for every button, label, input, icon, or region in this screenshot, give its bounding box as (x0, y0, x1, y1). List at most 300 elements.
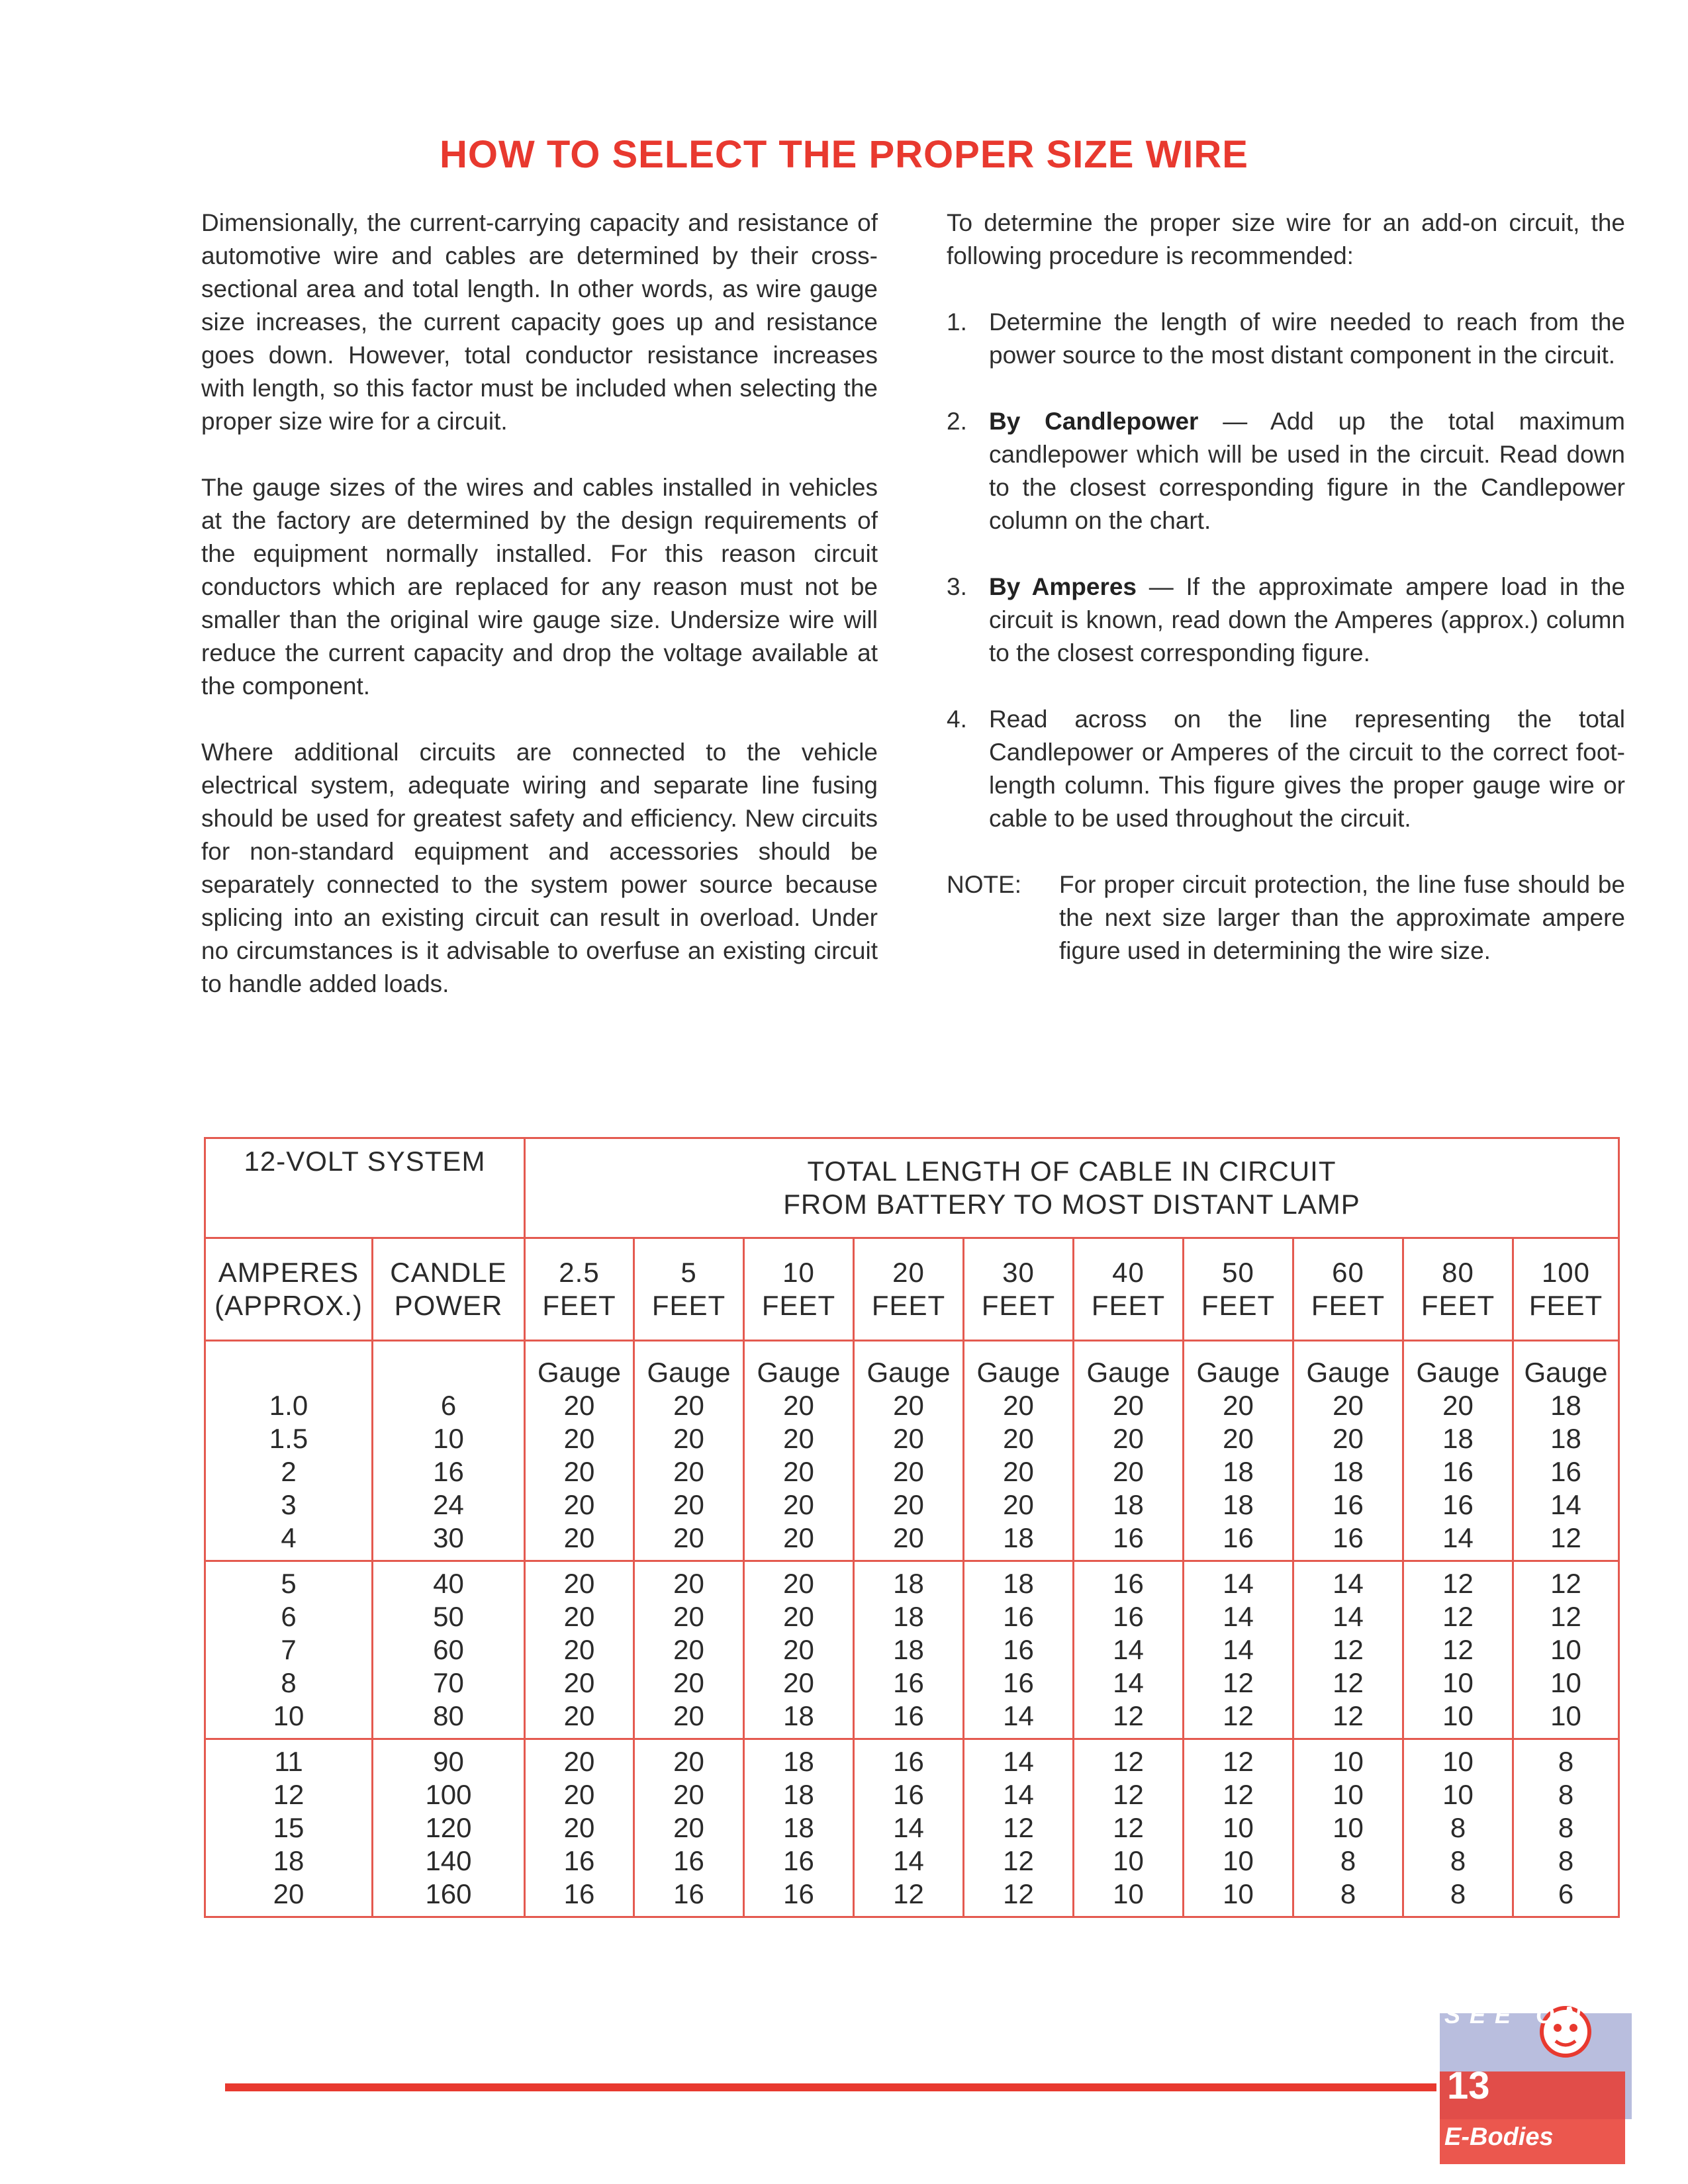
table-cell-value: 20 (563, 1390, 595, 1421)
table-cell-value: 16 (1223, 1522, 1254, 1553)
gauge-cell (1293, 1561, 1403, 1739)
length-title-line: TOTAL LENGTH OF CABLE IN CIRCUIT (807, 1156, 1336, 1187)
table-cell-value: 20 (1223, 1423, 1254, 1454)
header-line: FEET (761, 1290, 836, 1321)
header-line: CANDLE (390, 1257, 507, 1288)
table-cell-value: 8 (1450, 1812, 1466, 1843)
table-cell-value: 20 (783, 1601, 814, 1632)
step-body: Determine the length of wire needed to reach from the power source to the most distant component in the circuit. (989, 308, 1625, 369)
table-cell-value: 16 (1113, 1568, 1144, 1599)
amperes-cell (205, 1561, 373, 1739)
table-cell-value: 40 (433, 1568, 464, 1599)
gauge-cell (744, 1561, 854, 1739)
table-cell-value: 10 (273, 1700, 305, 1731)
gauge-cell (1293, 1739, 1403, 1917)
header-line: POWER (394, 1290, 503, 1321)
table-cell-value: 20 (673, 1423, 704, 1454)
table-cell-value: 10 (1333, 1779, 1364, 1810)
table-cell-value: 16 (893, 1700, 924, 1731)
table-cell-value: 16 (1442, 1456, 1474, 1487)
wire-gauge-table (204, 1137, 1620, 1918)
table-cell-value: 8 (1558, 1746, 1574, 1777)
gauge-cell (854, 1561, 964, 1739)
table-cell-value: 18 (893, 1634, 924, 1665)
gauge-cell (1403, 1561, 1513, 1739)
table-cell-value: 12 (1442, 1634, 1474, 1665)
length-header (1293, 1238, 1403, 1341)
gauge-cell (1513, 1341, 1619, 1561)
table-cell-value: 14 (1003, 1700, 1034, 1731)
procedure-intro: To determine the proper size wire for an add-on circuit, the following procedure is recommended: (947, 209, 1625, 269)
table-cell-value: 12 (1113, 1812, 1144, 1843)
step-number: 1. (947, 308, 967, 336)
gauge-cell (1513, 1561, 1619, 1739)
gauge-cell (525, 1739, 634, 1917)
length-header (1074, 1238, 1184, 1341)
gauge-cell (1074, 1341, 1184, 1561)
table-cell-value: 4 (281, 1522, 297, 1553)
gauge-cell (1293, 1341, 1403, 1561)
candlepower-header (373, 1238, 525, 1341)
gauge-label: Gauge (867, 1357, 951, 1388)
table-cell-value: 14 (1223, 1601, 1254, 1632)
table-cell-value: 20 (1003, 1489, 1034, 1520)
table-cell-value: 20 (673, 1568, 704, 1599)
table-cell-value: 20 (1333, 1423, 1364, 1454)
table-cell-value: 6 (440, 1390, 457, 1421)
table-cell-value: 30 (433, 1522, 464, 1553)
spacer (373, 1356, 524, 1389)
header-line: 40 (1112, 1257, 1145, 1288)
table-cell-value: 20 (893, 1390, 924, 1421)
table-row-group (205, 1739, 1619, 1917)
gauge-cell (1403, 1739, 1513, 1917)
length-title-line: FROM BATTERY TO MOST DISTANT LAMP (783, 1189, 1360, 1220)
step-number: 3. (947, 573, 967, 600)
table-cell-value: 20 (783, 1634, 814, 1665)
table-cell-value: 20 (563, 1746, 595, 1777)
table-cell-value: 20 (673, 1522, 704, 1553)
amperes-cell (205, 1739, 373, 1917)
table-cell-value: 12 (1223, 1700, 1254, 1731)
table-cell-value: 12 (1550, 1601, 1581, 1632)
table-cell-value: 18 (783, 1779, 814, 1810)
table-cell-value: 10 (1442, 1700, 1474, 1731)
step-number: 2. (947, 408, 967, 435)
table-cell-value: 16 (783, 1845, 814, 1876)
table-cell-value: 10 (1442, 1667, 1474, 1698)
header-line: AMPERES (218, 1257, 359, 1288)
table-cell-value: 12 (1223, 1746, 1254, 1777)
table-cell-value: 3 (281, 1489, 297, 1520)
step-text (989, 570, 1625, 670)
table-cell-value: 18 (1223, 1489, 1254, 1520)
table-cell-value: 15 (273, 1812, 305, 1843)
header-line: 5 (680, 1257, 697, 1288)
table-cell-value: 14 (1003, 1779, 1034, 1810)
length-title (525, 1138, 1619, 1238)
table-cell-value: 16 (1333, 1489, 1364, 1520)
header-line: 100 (1541, 1257, 1591, 1288)
table-cell-value: 14 (893, 1845, 924, 1876)
length-header (1403, 1238, 1513, 1341)
table-cell-value: 8 (1450, 1845, 1466, 1876)
table-cell-value: 18 (1333, 1456, 1364, 1487)
table-cell-value: 20 (783, 1667, 814, 1698)
table-cell-value: 14 (1113, 1634, 1144, 1665)
gauge-label: Gauge (537, 1357, 622, 1388)
table-cell-value: 12 (1223, 1667, 1254, 1698)
table-cell-value: 20 (673, 1390, 704, 1421)
table-cell-value: 20 (563, 1568, 595, 1599)
step-text (989, 703, 1625, 835)
note-text: For proper circuit protection, the line fuse should be the next size larger than the approximate ampere figure used in determining the wire size. (1059, 871, 1625, 964)
procedure-step (947, 570, 1625, 670)
table-cell-value: 8 (1558, 1779, 1574, 1810)
table-cell-value: 160 (425, 1878, 472, 1909)
table-cell-value: 1.0 (269, 1390, 308, 1421)
length-header (744, 1238, 854, 1341)
gauge-cell (854, 1739, 964, 1917)
table-cell-value: 20 (563, 1601, 595, 1632)
table-cell-value: 10 (1113, 1878, 1144, 1909)
table-cell-value: 10 (1333, 1746, 1364, 1777)
page-number: 13 (1447, 2064, 1490, 2107)
table-cell-value: 14 (1113, 1667, 1144, 1698)
table-cell-value: 1.5 (269, 1423, 308, 1454)
table-cell-value: 20 (673, 1779, 704, 1810)
table-cell-value: 18 (273, 1845, 305, 1876)
table-cell-value: 20 (893, 1522, 924, 1553)
amperes-header (205, 1238, 373, 1341)
table-cell-value: 18 (1003, 1522, 1034, 1553)
header-line: 2.5 (559, 1257, 600, 1288)
note (947, 868, 1625, 968)
procedure-steps (947, 306, 1625, 835)
left-column (201, 206, 878, 1034)
gauge-cell (1074, 1561, 1184, 1739)
gauge-cell (964, 1561, 1074, 1739)
table-cell-value: 16 (563, 1845, 595, 1876)
procedure-step (947, 306, 1625, 372)
table-cell-value: 20 (673, 1601, 704, 1632)
table-cell-value: 50 (433, 1601, 464, 1632)
table-cell-value: 12 (893, 1878, 924, 1909)
table-cell-value: 20 (563, 1812, 595, 1843)
table-cell-value: 18 (1113, 1489, 1144, 1520)
table-cell-value: 20 (673, 1746, 704, 1777)
table-cell-value: 12 (1003, 1845, 1034, 1876)
table-cell-value: 14 (1003, 1746, 1034, 1777)
gauge-label: Gauge (757, 1357, 841, 1388)
table-cell-value: 20 (673, 1812, 704, 1843)
length-header (634, 1238, 744, 1341)
gauge-cell (634, 1341, 744, 1561)
table-cell-value: 16 (1550, 1456, 1581, 1487)
step-text (989, 306, 1625, 372)
candlepower-cell (373, 1561, 525, 1739)
table-cell-value: 8 (281, 1667, 297, 1698)
table-cell-value: 12 (1333, 1700, 1364, 1731)
table-cell-value: 20 (783, 1489, 814, 1520)
gauge-cell (744, 1341, 854, 1561)
table-cell-value: 18 (783, 1746, 814, 1777)
procedure-step (947, 703, 1625, 835)
table-cell-value: 10 (1223, 1812, 1254, 1843)
table-cell-value: 8 (1340, 1878, 1356, 1909)
gauge-cell (1184, 1341, 1293, 1561)
table-cell-value: 10 (1442, 1779, 1474, 1810)
table-cell-value: 60 (433, 1634, 464, 1665)
spacer (206, 1356, 371, 1389)
header-line: FEET (1528, 1290, 1603, 1321)
table-cell-value: 20 (1442, 1390, 1474, 1421)
table-cell-value: 90 (433, 1746, 464, 1777)
header-line: 30 (1002, 1257, 1035, 1288)
table-cell-value: 12 (1550, 1522, 1581, 1553)
table-cell-value: 14 (1333, 1568, 1364, 1599)
step-body: — If the approximate ampere load in the circuit is known, read down the Amperes (approx.) column to the closest corresponding figure. (989, 573, 1625, 666)
gauge-label: Gauge (1416, 1357, 1500, 1388)
gauge-cell (1403, 1341, 1513, 1561)
table-cell-value: 80 (433, 1700, 464, 1731)
table-cell-value: 10 (1550, 1667, 1581, 1698)
table-cell-value: 8 (1450, 1878, 1466, 1909)
gauge-label: Gauge (1196, 1357, 1280, 1388)
header-line: FEET (1311, 1290, 1385, 1321)
table-cell-value: 14 (1223, 1634, 1254, 1665)
table-cell-value: 20 (1003, 1456, 1034, 1487)
table-cell-value: 18 (1223, 1456, 1254, 1487)
table-cell-value: 14 (1223, 1568, 1254, 1599)
gauge-cell (964, 1739, 1074, 1917)
table-cell-value: 10 (1550, 1634, 1581, 1665)
table-cell-value: 12 (1333, 1667, 1364, 1698)
gauge-cell (964, 1341, 1074, 1561)
table-cell-value: 12 (1003, 1878, 1034, 1909)
table-cell-value: 10 (1223, 1845, 1254, 1876)
table-cell-value: 20 (783, 1568, 814, 1599)
table-cell-value: 16 (1333, 1522, 1364, 1553)
table-cell-value: 20 (1113, 1456, 1144, 1487)
table-cell-value: 20 (893, 1456, 924, 1487)
step-body: Read across on the line representing the total Candlepower or Amperes of the circuit to the correct foot-length column. This figure gives the proper gauge wire or cable to be used throughout the circuit. (989, 705, 1625, 832)
page-title: HOW TO SELECT THE PROPER SIZE WIRE (439, 133, 1248, 176)
footer-rule (225, 2083, 1436, 2091)
gauge-label: Gauge (976, 1357, 1060, 1388)
step-bold: By Candlepower (989, 408, 1199, 435)
table-cell-value: 12 (1442, 1601, 1474, 1632)
table-cell-value: 20 (673, 1456, 704, 1487)
gauge-cell (744, 1739, 854, 1917)
table-cell-value: 20 (1333, 1390, 1364, 1421)
table-cell-value: 14 (1333, 1601, 1364, 1632)
table-cell-value: 18 (1550, 1423, 1581, 1454)
table-cell-value: 20 (783, 1522, 814, 1553)
gauge-label: Gauge (1524, 1357, 1608, 1388)
table-cell-value: 16 (893, 1667, 924, 1698)
table-cell-value: 20 (783, 1390, 814, 1421)
table-cell-value: 12 (1003, 1812, 1034, 1843)
header-line: 10 (782, 1257, 815, 1288)
table-cell-value: 6 (281, 1601, 297, 1632)
header-line: FEET (651, 1290, 726, 1321)
length-header (525, 1238, 634, 1341)
table-cell-value: 12 (1113, 1700, 1144, 1731)
right-column (947, 206, 1625, 968)
table-cell-value: 16 (783, 1878, 814, 1909)
table-cell-value: 8 (1558, 1845, 1574, 1876)
table-cell-value: 20 (273, 1878, 305, 1909)
table-cell-value: 12 (1333, 1634, 1364, 1665)
gauge-cell (1184, 1561, 1293, 1739)
table-cell-value: 18 (783, 1812, 814, 1843)
gauge-cell (1184, 1739, 1293, 1917)
header-line: 20 (892, 1257, 925, 1288)
header-line: FEET (542, 1290, 616, 1321)
table-cell-value: 16 (1113, 1601, 1144, 1632)
paragraph: Dimensionally, the current-carrying capacity and resistance of automotive wire and cables are determined by their cross-sectional area and total length. In other words, as wire gauge size increases, the current capacity goes up and resistance goes down. However, total conductor resistance increases with length, so this factor must be included when selecting the proper size wire for a circuit. (201, 209, 878, 435)
table-cell-value: 20 (893, 1423, 924, 1454)
length-header (1513, 1238, 1619, 1341)
table-cell-value: 10 (1113, 1845, 1144, 1876)
table-cell-value: 24 (433, 1489, 464, 1520)
table-cell-value: 16 (893, 1779, 924, 1810)
watermark-bottom-text: E-Bodies (1444, 2123, 1554, 2151)
table-cell-value: 10 (1333, 1812, 1364, 1843)
step-number: 4. (947, 705, 967, 733)
header-line: FEET (1201, 1290, 1276, 1321)
table-cell-value: 16 (673, 1878, 704, 1909)
table-cell-value: 16 (1442, 1489, 1474, 1520)
table-cell-value: 14 (893, 1812, 924, 1843)
table-cell-value: 140 (425, 1845, 472, 1876)
candlepower-cell (373, 1341, 525, 1561)
table-cell-value: 14 (1550, 1489, 1581, 1520)
table-cell-value: 20 (1003, 1423, 1034, 1454)
table-cell-value: 20 (673, 1634, 704, 1665)
length-header (1184, 1238, 1293, 1341)
gauge-cell (525, 1341, 634, 1561)
table-cell-value: 18 (1550, 1390, 1581, 1421)
header-line: 60 (1332, 1257, 1364, 1288)
table-cell-value: 12 (1550, 1568, 1581, 1599)
table-cell-value: 20 (1003, 1390, 1034, 1421)
table-cell-value: 16 (563, 1878, 595, 1909)
amperes-cell (205, 1341, 373, 1561)
table-cell-value: 12 (273, 1779, 305, 1810)
header-line: 50 (1222, 1257, 1254, 1288)
header-line: FEET (981, 1290, 1056, 1321)
table-cell-value: 18 (893, 1568, 924, 1599)
table-cell-value: 20 (783, 1456, 814, 1487)
gauge-label: Gauge (647, 1357, 731, 1388)
step-body: — Add up the total maximum candlepower which will be used in the circuit. Read down to the closest corresponding figure in the Candlepower column on the chart. (989, 408, 1625, 534)
table-cell-value: 20 (1113, 1423, 1144, 1454)
table-cell-value: 10 (1550, 1700, 1581, 1731)
gauge-cell (1513, 1739, 1619, 1917)
table-row-group (205, 1561, 1619, 1739)
table-cell-value: 14 (1442, 1522, 1474, 1553)
table-cell-value: 20 (563, 1456, 595, 1487)
table-cell-value: 10 (1223, 1878, 1254, 1909)
table-row-group (205, 1341, 1619, 1561)
table-cell-value: 16 (673, 1845, 704, 1876)
header-line: FEET (1421, 1290, 1495, 1321)
table-cell-value: 6 (1558, 1878, 1574, 1909)
table-cell-value: 20 (563, 1423, 595, 1454)
gauge-cell (525, 1561, 634, 1739)
candlepower-cell (373, 1739, 525, 1917)
gauge-cell (854, 1341, 964, 1561)
table-cell-value: 20 (563, 1779, 595, 1810)
table-cell-value: 18 (1442, 1423, 1474, 1454)
header-line: (APPROX.) (214, 1290, 363, 1321)
table-cell-value: 20 (893, 1489, 924, 1520)
gauge-label: Gauge (1086, 1357, 1170, 1388)
gauge-cell (1074, 1739, 1184, 1917)
table-cell-value: 18 (893, 1601, 924, 1632)
table-cell-value: 12 (1113, 1779, 1144, 1810)
table-cell-value: 11 (274, 1746, 303, 1777)
table-cell-value: 20 (1223, 1390, 1254, 1421)
header-line: FEET (1091, 1290, 1166, 1321)
table-cell-value: 20 (673, 1489, 704, 1520)
gauge-cell (634, 1739, 744, 1917)
system-label: 12-VOLT SYSTEM (205, 1138, 525, 1238)
table-cell-value: 16 (893, 1746, 924, 1777)
note-label: NOTE: (947, 871, 1022, 898)
paragraph: Where additional circuits are connected to the vehicle electrical system, adequate wiring and separate line fusing should be used for greatest safety and efficiency. New circuits for non-standard equipment and accessories should be separately connected to the system power source because splicing into an existing circuit can result in overload. Under no circumstances is it advisable to overfuse an existing circuit to handle added loads. (201, 739, 878, 997)
header-line: 80 (1442, 1257, 1474, 1288)
paragraph: The gauge sizes of the wires and cables installed in vehicles at the factory are determined by the design requirements of the equipment normally installed. For this reason circuit conductors which are replaced for any reason must not be smaller than the original wire gauge size. Undersize wire will reduce the current capacity and drop the voltage available at the component. (201, 474, 878, 700)
table-cell-value: 16 (1003, 1667, 1034, 1698)
table-cell-value: 20 (563, 1634, 595, 1665)
table-cell-value: 12 (1223, 1779, 1254, 1810)
table-cell-value: 20 (563, 1489, 595, 1520)
table-cell-value: 20 (673, 1667, 704, 1698)
table-cell-value: 20 (563, 1667, 595, 1698)
table-cell-value: 120 (425, 1812, 472, 1843)
step-bold: By Amperes (989, 573, 1137, 600)
table-cell-value: 5 (281, 1568, 297, 1599)
table-cell-value: 7 (281, 1634, 297, 1665)
table-cell-value: 10 (1442, 1746, 1474, 1777)
length-header (964, 1238, 1074, 1341)
table-cell-value: 16 (1003, 1634, 1034, 1665)
table-cell-value: 20 (783, 1423, 814, 1454)
table-cell-value: 70 (433, 1667, 464, 1698)
table-cell-value: 100 (425, 1779, 472, 1810)
header-line: FEET (871, 1290, 946, 1321)
table-cell-value: 16 (1003, 1601, 1034, 1632)
table-cell-value: 20 (563, 1522, 595, 1553)
step-text (989, 405, 1625, 537)
table-cell-value: 8 (1340, 1845, 1356, 1876)
table-cell-value: 18 (1003, 1568, 1034, 1599)
gauge-cell (634, 1561, 744, 1739)
watermark-top-text: SEE ON (1444, 2001, 1591, 2028)
table-cell-value: 16 (1113, 1522, 1144, 1553)
table-cell-value: 8 (1558, 1812, 1574, 1843)
table-cell-value: 20 (1113, 1390, 1144, 1421)
table-cell-value: 20 (673, 1700, 704, 1731)
table-cell-value: 12 (1442, 1568, 1474, 1599)
table-cell-value: 10 (433, 1423, 464, 1454)
length-header (854, 1238, 964, 1341)
table-cell-value: 18 (783, 1700, 814, 1731)
table-cell-value: 12 (1113, 1746, 1144, 1777)
